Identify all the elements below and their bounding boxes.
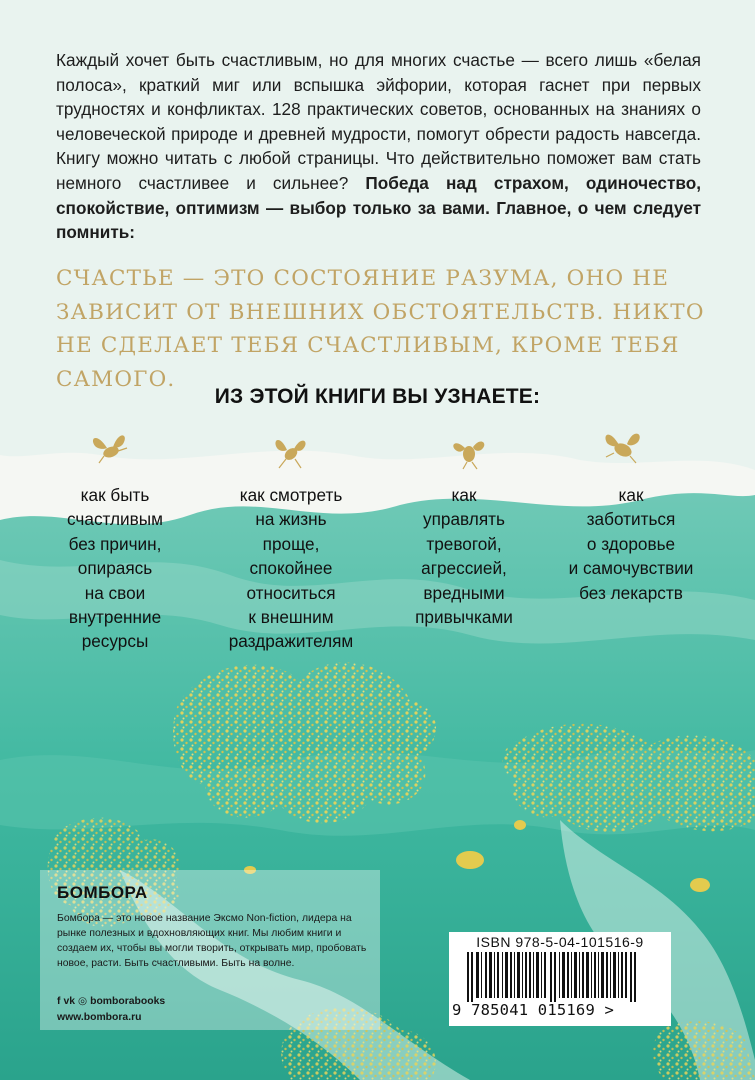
social-handle[interactable]: bomborabooks: [90, 996, 166, 1007]
benefit-line: счастливым: [67, 509, 163, 530]
benefit-line: тревогой,: [426, 533, 502, 554]
benefit-line: без лекарств: [579, 582, 683, 603]
barcode-digits: 9 785041 015169 >: [452, 1001, 615, 1019]
benefit-line: о здоровье: [586, 533, 676, 554]
benefit-column: [25, 483, 205, 654]
benefit-line: как: [451, 485, 477, 505]
social-links: [57, 995, 165, 1007]
benefit-line: раздражителям: [228, 631, 354, 652]
benefit-line: проще,: [262, 533, 320, 554]
benefit-line: управлять: [423, 509, 505, 530]
benefit-line: спокойнее: [249, 558, 333, 579]
benefit-line: как: [618, 485, 644, 505]
vk-icon[interactable]: vk: [63, 996, 76, 1007]
benefit-column: [201, 483, 381, 654]
intro-bold-text: Победа над страхом, одиночество, спокойствие, оптимизм — выбор только за вами. Главное, о чем следует помнить:: [56, 172, 701, 243]
benefit-line: относиться: [246, 582, 336, 603]
benefit-line: агрессией,: [421, 558, 507, 579]
benefit-line: вредными: [423, 582, 505, 603]
publisher-website[interactable]: www.bombora.ru: [57, 1012, 142, 1023]
intro-text: Каждый хочет быть счастливым, но для многих счастье — всего лишь «белая полоса», краткий миг или вспышка эйфории, которая гаснет при первых трудностях и конфликтах. 128 практических советов, основанных на знаниях о человеческой природе и древней мудрости, помогут обрести радость навсегда. Книгу можно читать с любой страницы. Что действительно поможет вам стать немного счастливее и сильнее?: [56, 50, 701, 193]
benefit-line: как быть: [80, 485, 150, 505]
section-heading: ИЗ ЭТОЙ КНИГИ ВЫ УЗНАЕТЕ:: [214, 385, 541, 408]
bee-icon: [87, 428, 133, 468]
benefit-line: без причин,: [68, 533, 162, 554]
quote: СЧАСТЬЕ — ЭТО СОСТОЯНИЕ РАЗУМА, ОНО НЕ ЗАВИСИТ ОТ ВНЕШНИХ ОБСТОЯТЕЛЬСТВ. НИКТО НЕ СДЕЛАЕТ ТЕБЯ СЧАСТЛИВЫМ, КРОМЕ ТЕБЯ САМОГО.: [56, 266, 705, 392]
barcode-bars: [455, 952, 667, 1002]
publisher-description: Бомбора — это новое название Эксмо Non-fiction, лидера на рынке полезных и вдохновляющих книг. Мы любим книги и создаем их, чтобы вы могли творить, открывать мир, пробовать новое, расти. Быть счастливыми. Быть на волне.: [57, 913, 367, 969]
benefit-line: опираясь: [77, 558, 153, 579]
benefit-line: на свои: [84, 582, 146, 603]
benefit-line: на жизнь: [255, 509, 327, 530]
intro-paragraph: [56, 48, 701, 245]
benefit-line: заботиться: [586, 509, 676, 530]
bee-icon: [447, 432, 493, 472]
isbn-number: ISBN 978-5-04-101516-9: [476, 934, 644, 950]
instagram-icon[interactable]: ◎: [78, 996, 88, 1007]
benefit-line: как смотреть: [239, 485, 343, 505]
benefit-line: ресурсы: [81, 631, 149, 652]
benefit-line: внутренние: [68, 607, 162, 628]
benefit-line: привычками: [415, 607, 513, 628]
benefit-line: к внешним: [248, 607, 334, 628]
benefit-column: [541, 483, 721, 605]
publisher-logo: БОМБОРА: [57, 883, 148, 902]
benefit-column: [374, 483, 554, 629]
benefit-line: и самочувствии: [568, 558, 694, 579]
bee-icon: [268, 432, 314, 472]
facebook-icon[interactable]: f: [57, 996, 61, 1007]
bee-icon: [600, 426, 646, 466]
